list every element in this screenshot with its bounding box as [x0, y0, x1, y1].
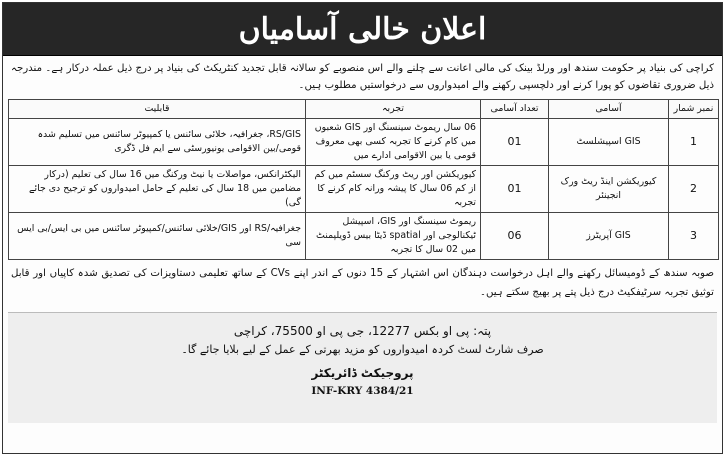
- table-row: [9, 213, 719, 260]
- table-row: [9, 119, 719, 166]
- row-sno: 3: [669, 213, 719, 260]
- signatory: پروجیکٹ ڈائریکٹر: [311, 366, 414, 380]
- header-experience: تجربہ: [306, 100, 481, 119]
- header-qualification: قابلیت: [9, 100, 306, 119]
- header-sno: نمبر شمار: [669, 100, 719, 119]
- row-qualification: جغرافیہ/RS اور GIS/خلائی سائنس/کمپیوٹر سائنس میں بی ایس/بی ایس سی: [9, 213, 306, 260]
- row-qualification: الیکٹرانکس، مواصلات یا نیٹ ورکنگ میں 16 سال کی تعلیم (درکار مضامین میں 18 سال کی تعلیم کے حامل امیدواروں کو ترجیح دی جائے گی): [9, 166, 306, 213]
- shortlist-note: صرف شارٹ لسٹ کردہ امیدواروں کو مزید بھرتی کے عمل کے لیے بلایا جائے گا۔: [181, 343, 544, 356]
- row-sno: 2: [669, 166, 719, 213]
- row-experience: 06 سال ریموٹ سینسنگ اور GIS شعبوں میں کام کرنے کا تجربہ کسی بھی معروف قومی یا بین الاقوامی ادارے میں: [306, 119, 481, 166]
- table-row: [9, 166, 719, 213]
- row-qty: 01: [481, 166, 549, 213]
- postal-address: پتہ: پی او بکس 12277، جی پی او 75500، کراچی: [233, 324, 492, 338]
- row-post: GIS اسپیشلسٹ: [549, 119, 669, 166]
- application-instructions: صوبہ سندھ کے ڈومیسائل رکھنے والے اہل درخواست دہندگان اس اشتہار کے 15 دنوں کے اندر اپنے CVs کے ساتھ تعلیمی دستاویزات کی تصدیق شدہ کاپیاں اور قابل توثیق تجربہ سرٹیفکیٹ درج ذیل پتے پر بھیج سکتے ہیں۔: [11, 268, 714, 298]
- row-post: کیوریکشن اینڈ ریٹ ورک انجینئر: [549, 166, 669, 213]
- row-qty: 01: [481, 119, 549, 166]
- intro-paragraph: کراچی کی بنیاد پر حکومت سندھ اور ورلڈ بینک کی مالی اعانت سے چلنے والے اس منصوبے کو سالانہ قابل تجدید کنٹریکٹ کی بنیاد پر درج ذیل عملہ درکار ہے۔ مندرجہ ذیل ضروری تقاضوں کو پورا کرنے اور دلچسپی رکھنے والے امیدواروں سے درخواستیں مطلوب ہیں۔: [11, 63, 714, 91]
- header-post: آسامی: [549, 100, 669, 119]
- row-post: GIS آپریٹرز: [549, 213, 669, 260]
- vacancies-table: [8, 99, 719, 260]
- header-banner: [3, 3, 722, 56]
- row-experience: کیوریکشن اور ریٹ ورکنگ سسٹم میں کم از کم 06 سال کا پیشہ ورانہ کام کرنے کا تجربہ: [306, 166, 481, 213]
- reference-number: INF-KRY 4384/21: [311, 385, 414, 397]
- row-experience: ریموٹ سینسنگ اور GIS، اسپیشل ٹیکنالوجی اور spatial ڈیٹا بیس ڈویلپمنٹ میں 02 سال کا تجربہ: [306, 213, 481, 260]
- row-qualification: RS/GIS، جغرافیہ، خلائی سائنس یا کمپیوٹر سائنس میں تسلیم شدہ قومی/بین الاقوامی یونیورسٹی سے ایم فل ڈگری: [9, 119, 306, 166]
- row-qty: 06: [481, 213, 549, 260]
- page-title: اعلان خالی آسامیاں: [238, 11, 487, 47]
- table-header-row: [9, 100, 719, 119]
- header-qty: تعداد آسامی: [481, 100, 549, 119]
- address-box: [8, 312, 717, 423]
- job-advertisement: [2, 2, 723, 454]
- row-sno: 1: [669, 119, 719, 166]
